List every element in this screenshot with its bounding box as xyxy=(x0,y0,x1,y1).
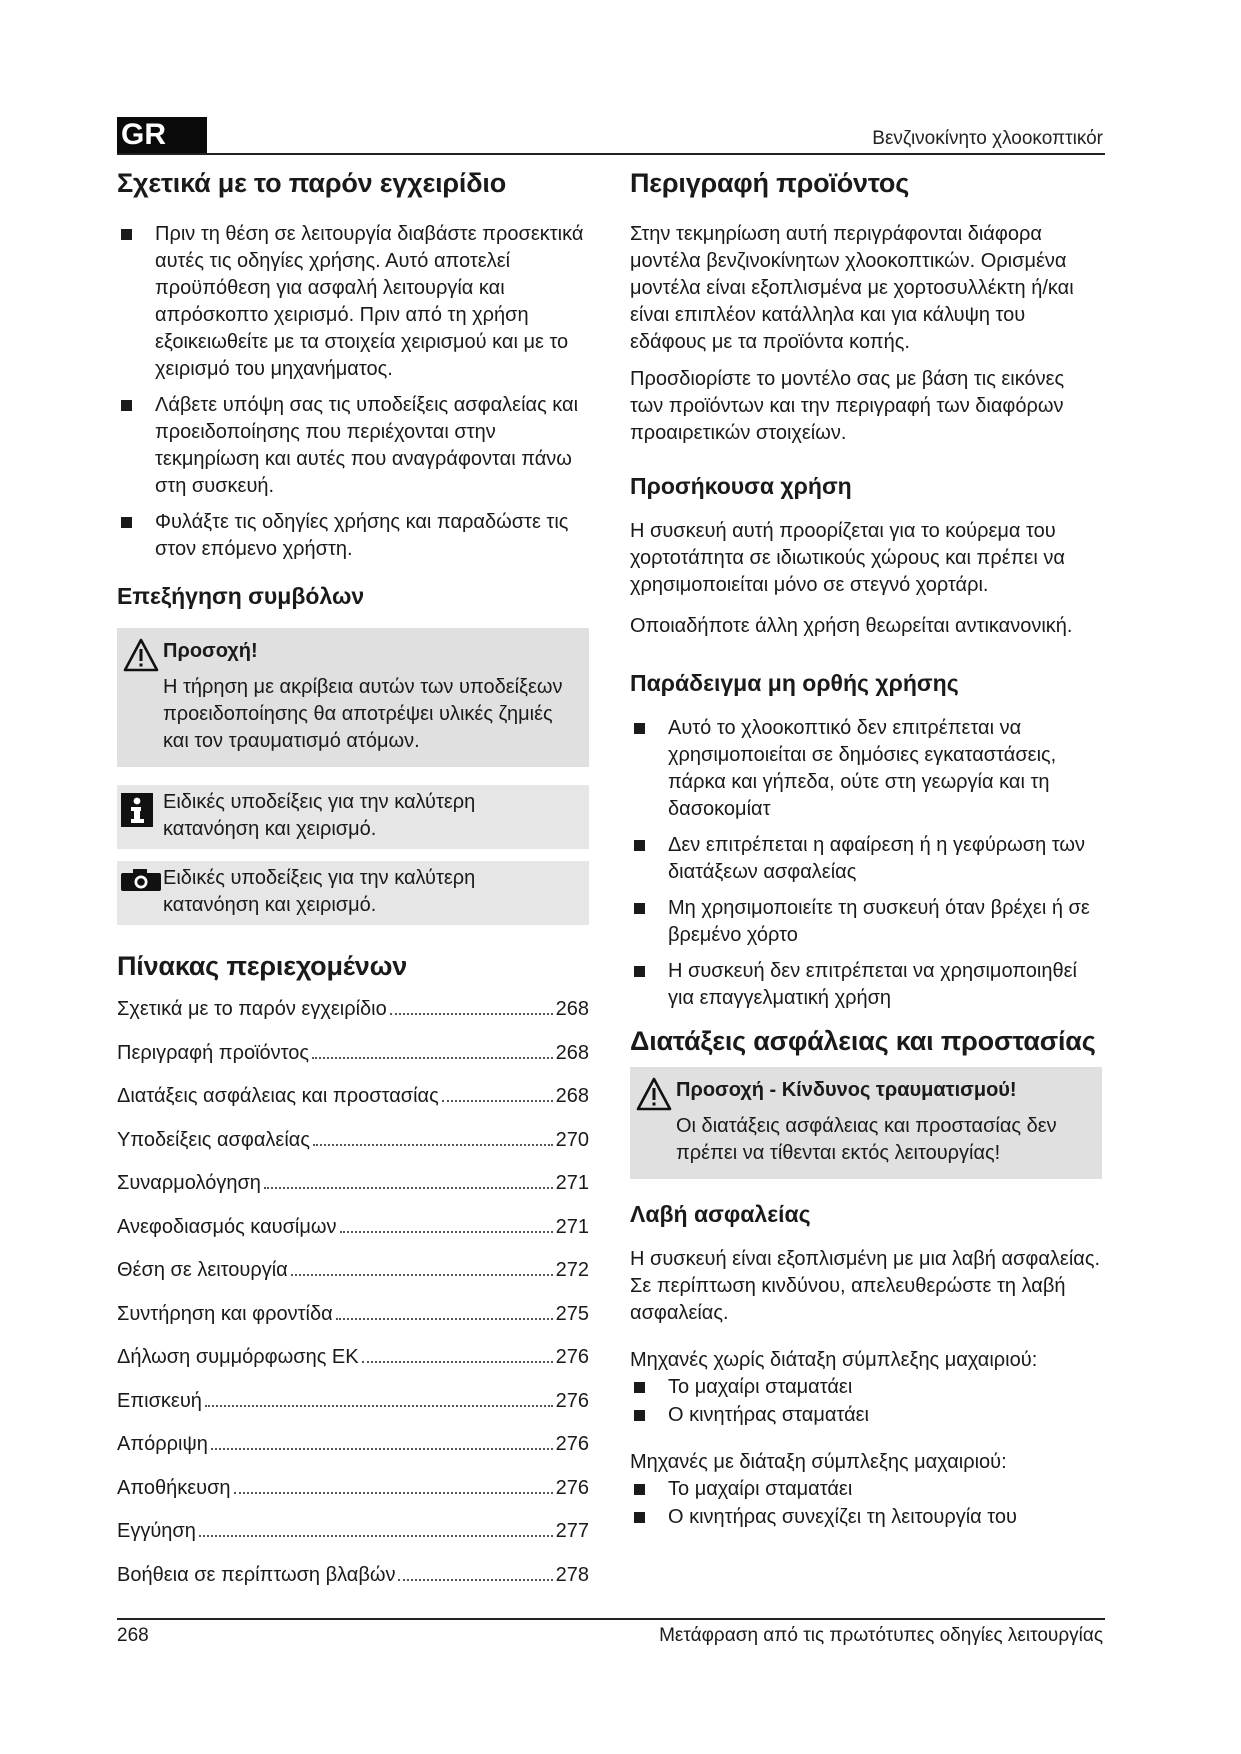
safety-heading: Διατάξεις ασφάλειας και προστασίας xyxy=(630,1026,1096,1056)
misuse-list xyxy=(630,715,1102,1012)
toc-entry-page: 271 xyxy=(555,1172,589,1194)
handle-paragraph: Η συσκευή είναι εξοπλισμένη με μια λαβή ασφαλείας. Σε περίπτωση κινδύνου, απελευθερώστε τη λαβή ασφαλείας. xyxy=(630,1248,1101,1324)
with-clutch-title: Μηχανές με διάταξη σύμπλεξης μαχαιριού: xyxy=(630,1451,1007,1473)
warning-box xyxy=(117,628,589,767)
list-item: Πριν τη θέση σε λειτουργία διαβάστε προσεκτικά αυτές τις οδηγίες χρήσης. Αυτό αποτελεί προϋπόθεση για ασφαλή λειτουργία και απρόσκοπτο χειρισμό. Πριν από τη χρήση εξοικειωθείτε με τα στοιχεία χειρισμού και με το χειρισμό του μηχανήματος. xyxy=(117,221,589,383)
safety-warning-title: Προσοχή - Κίνδυνος τραυματισμού! xyxy=(676,1079,1017,1101)
toc-entry xyxy=(117,1040,589,1084)
safety-warning-box xyxy=(630,1067,1102,1179)
camera-icon xyxy=(121,869,161,891)
toc-entry-page: 276 xyxy=(555,1346,589,1368)
warning-title: Προσοχή! xyxy=(163,640,258,662)
toc-leader-dots xyxy=(362,1361,553,1363)
about-heading: Σχετικά με το παρόν εγχειρίδιο xyxy=(117,168,506,198)
page-number: 268 xyxy=(117,1625,149,1646)
info-icon xyxy=(121,793,153,827)
toc-leader-dots xyxy=(199,1535,553,1537)
list-item: Φυλάξτε τις οδηγίες χρήσης και παραδώστε τις στον επόμενο χρήστη. xyxy=(117,509,589,563)
warning-triangle-icon xyxy=(123,638,159,672)
toc-entry-label: Βοήθεια σε περίπτωση βλαβών xyxy=(117,1563,396,1586)
toc-entry-page: 277 xyxy=(555,1520,589,1542)
toc-entry xyxy=(117,1257,589,1301)
toc-entry-label: Περιγραφή προϊόντος xyxy=(117,1041,310,1064)
list-item: Λάβετε υπόψη σας τις υποδείξεις ασφαλείας και προειδοποίησης που περιέχονται στην τεκμηρίωση και αυτές που αναγράφονται πάνω στη συσκευή. xyxy=(117,392,589,500)
toc-entry-page: 272 xyxy=(555,1259,589,1281)
without-clutch-title: Μηχανές χωρίς διάταξη σύμπλεξης μαχαιριού: xyxy=(630,1349,1038,1371)
info-note-box xyxy=(117,785,589,849)
toc-entry-label: Εγγύηση xyxy=(117,1520,196,1542)
toc-leader-dots xyxy=(390,1013,553,1015)
left-column xyxy=(117,168,589,1605)
toc-leader-dots xyxy=(264,1187,553,1189)
toc-entry-page: 278 xyxy=(555,1563,589,1586)
with-clutch-list xyxy=(630,1476,1102,1531)
toc-entry xyxy=(117,1475,589,1519)
use-paragraph-1: Η συσκευή αυτή προορίζεται για το κούρεμα του χορτοτάπητα σε ιδιωτικούς χώρους και πρέπει να χρησιμοποιείται μόνο σε στεγνό χορτάρι. xyxy=(630,520,1065,596)
toc-heading: Πίνακας περιεχομένων xyxy=(117,951,408,981)
toc-entry-label: Απόρριψη xyxy=(117,1433,208,1455)
safety-warning-text: Οι διατάξεις ασφάλειας και προστασίας δεν πρέπει να τίθενται εκτός λειτουργίας! xyxy=(676,1115,1057,1164)
toc-entry-label: Συναρμολόγηση xyxy=(117,1172,261,1194)
without-clutch-list xyxy=(630,1374,1102,1429)
list-item: Ο κινητήρας συνεχίζει τη λειτουργία του xyxy=(630,1504,1102,1531)
toc-leader-dots xyxy=(291,1274,553,1276)
toc-entry xyxy=(117,996,589,1040)
toc-leader-dots xyxy=(313,1144,553,1146)
toc-entry-page: 276 xyxy=(555,1433,589,1455)
list-item: Δεν επιτρέπεται η αφαίρεση ή η γεφύρωση των διατάξεων ασφαλείας xyxy=(630,832,1102,886)
warning-text: Η τήρηση με ακρίβεια αυτών των υποδείξεων προειδοποίησης θα αποτρέψει υλικές ζημιές και τον τραυματισμό ατόμων. xyxy=(163,676,563,752)
toc-entry xyxy=(117,1562,589,1606)
toc-entry-label: Διατάξεις ασφάλειας και προστασίας xyxy=(117,1085,439,1107)
header-title: Βενζινοκίνητο χλοοκοπτικόr xyxy=(872,128,1103,149)
toc-entry-label: Θέση σε λειτουργία xyxy=(117,1259,288,1281)
toc-entry xyxy=(117,1388,589,1432)
toc-entry-label: Συντήρηση και φροντίδα xyxy=(117,1302,333,1325)
toc-entry xyxy=(117,1344,589,1388)
handle-heading: Λαβή ασφαλείας xyxy=(630,1201,811,1227)
toc-entry-label: Υποδείξεις ασφαλείας xyxy=(117,1128,310,1151)
toc-leader-dots xyxy=(442,1100,553,1102)
list-item: Ο κινητήρας σταματάει xyxy=(630,1402,1102,1429)
toc-entry-page: 270 xyxy=(555,1128,589,1151)
toc-entry-label: Αποθήκευση xyxy=(117,1476,231,1499)
info-note-text: Ειδικές υποδείξεις για την καλύτερη κατανόηση και χειρισμό. xyxy=(163,791,476,840)
toc-entry-page: 276 xyxy=(555,1389,589,1412)
misuse-heading: Παράδειγμα μη ορθής χρήσης xyxy=(630,670,959,696)
camera-note-text: Ειδικές υποδείξεις για την καλύτερη κατανόηση και χειρισμό. xyxy=(163,867,476,916)
page-footer xyxy=(117,1618,1105,1646)
toc-entry xyxy=(117,1083,589,1127)
list-item: Αυτό το χλοοκοπτικό δεν επιτρέπεται να χρησιμοποιείται σε δημόσιες εγκαταστάσεις, πάρκα και γήπεδα, ούτε στη γεωργία και τη δασοκομίατ xyxy=(630,715,1102,823)
toc-entry-page: 276 xyxy=(555,1476,589,1499)
toc-entry xyxy=(117,1301,589,1345)
list-item: Το μαχαίρι σταματάει xyxy=(630,1374,1102,1401)
product-paragraph-2: Προσδιορίστε το μοντέλο σας με βάση τις εικόνες των προϊόντων και την περιγραφή των διαφόρων προαιρετικών στοιχείων. xyxy=(630,368,1065,444)
camera-note-box xyxy=(117,861,589,925)
toc-entry xyxy=(117,1127,589,1171)
toc-leader-dots xyxy=(398,1579,552,1581)
warning-triangle-icon xyxy=(636,1077,672,1111)
use-heading: Προσήκουσα χρήση xyxy=(630,473,852,499)
toc-leader-dots xyxy=(211,1448,553,1450)
page-header xyxy=(117,117,1105,155)
toc-entry xyxy=(117,1431,589,1475)
language-tag: GR xyxy=(117,117,207,153)
toc-entry-page: 275 xyxy=(555,1302,589,1325)
product-heading: Περιγραφή προϊόντος xyxy=(630,168,910,198)
about-list xyxy=(117,221,589,563)
toc-entry xyxy=(117,1518,589,1562)
footer-text: Μετάφραση από τις πρωτότυπες οδηγίες λειτουργίας xyxy=(659,1625,1103,1646)
toc-leader-dots xyxy=(234,1492,553,1494)
toc-leader-dots xyxy=(205,1405,553,1407)
toc-entry xyxy=(117,1214,589,1258)
toc-entry xyxy=(117,1170,589,1214)
toc-entry-page: 268 xyxy=(555,998,589,1020)
toc-leader-dots xyxy=(312,1057,553,1059)
toc-entry-page: 268 xyxy=(555,1041,589,1064)
toc-entry-page: 268 xyxy=(555,1085,589,1107)
right-column xyxy=(630,168,1102,1545)
list-item: Μη χρησιμοποιείτε τη συσκευή όταν βρέχει ή σε βρεμένο χόρτο xyxy=(630,895,1102,949)
toc-entry-label: Επισκευή xyxy=(117,1389,202,1412)
list-item: Το μαχαίρι σταματάει xyxy=(630,1476,1102,1503)
table-of-contents xyxy=(117,996,589,1605)
symbols-heading: Επεξήγηση συμβόλων xyxy=(117,583,365,609)
toc-leader-dots xyxy=(340,1231,553,1233)
toc-entry-label: Σχετικά με το παρόν εγχειρίδιο xyxy=(117,998,387,1020)
toc-entry-label: Ανεφοδιασμός καυσίμων xyxy=(117,1215,337,1238)
use-paragraph-2: Οποιαδήποτε άλλη χρήση θεωρείται αντικανονική. xyxy=(630,615,1073,637)
toc-entry-page: 271 xyxy=(555,1215,589,1238)
list-item: Η συσκευή δεν επιτρέπεται να χρησιμοποιηθεί για επαγγελματική χρήση xyxy=(630,958,1102,1012)
toc-entry-label: Δήλωση συμμόρφωσης ΕΚ xyxy=(117,1346,359,1368)
toc-leader-dots xyxy=(336,1318,553,1320)
product-paragraph-1: Στην τεκμηρίωση αυτή περιγράφονται διάφορα μοντέλα βενζινοκίνητων χλοοκοπτικών. Ορισμένα μοντέλα είναι εξοπλισμένα με χορτοσυλλέκτη ή/και είναι επιπλέον κατάλληλα και για κάλυψη του εδάφους με τα προϊόντα κοπής. xyxy=(630,223,1074,353)
